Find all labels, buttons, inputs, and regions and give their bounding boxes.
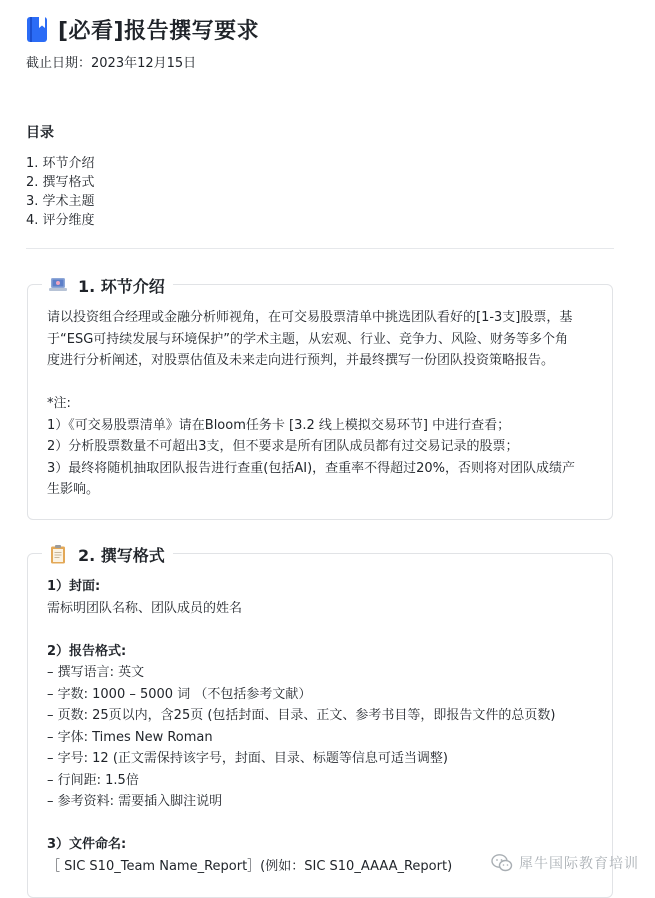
naming-title: 3）文件命名: <box>47 837 127 852</box>
watermark <box>491 853 639 873</box>
cover-text: 需标明团队名称、团队成员的姓名 <box>47 600 243 616</box>
toc-item-intro[interactable]: 1. 环节介绍 <box>26 156 95 171</box>
toc-heading: 目录 <box>26 125 54 141</box>
wechat-icon <box>491 853 513 873</box>
note-line: 2）分析股票数量不可超出3支，但不要求是所有团队成员都有过交易记录的股票； <box>47 439 519 454</box>
callout-section-format <box>27 545 613 898</box>
note-line: 生影响。 <box>47 482 100 497</box>
format-item: – 参考资料: 需要插入脚注说明 <box>47 794 223 809</box>
blank-line <box>47 619 599 641</box>
format-item: – 页数: 25页以内，含25页 (包括封面、目录、正文、参考书目等，即报告文件的总页数) <box>47 708 556 723</box>
note-line: 3）最终将随机抽取团队报告进行查重(包括AI)，查重率不得超过20%，否则将对团队成绩产 <box>47 460 576 476</box>
laptop-emoji-icon <box>48 275 68 295</box>
callout-body-format <box>47 576 599 877</box>
callout-body-intro <box>47 307 599 501</box>
callout-section-intro <box>27 276 613 520</box>
table-of-contents <box>26 154 95 230</box>
watermark-text: 犀牛国际教育培训 <box>519 856 639 872</box>
cover-title: 1）封面: <box>47 579 101 594</box>
page-title: [必看]报告撰写要求 <box>58 18 260 44</box>
toc-item-format[interactable]: 2. 撰写格式 <box>26 175 95 190</box>
toc-item-scoring[interactable]: 4. 评分维度 <box>26 213 95 228</box>
section-heading-format: 2. 撰写格式 <box>78 545 165 565</box>
book-icon <box>26 16 48 43</box>
format-item: – 字体: Times New Roman <box>47 729 213 745</box>
format-item: – 行间距: 1.5倍 <box>47 772 139 788</box>
toc-item-theme[interactable]: 3. 学术主题 <box>26 194 95 209</box>
format-item: – 撰写语言: 英文 <box>47 665 145 680</box>
blank-line <box>47 372 599 394</box>
format-item: – 字号: 12 (正文需保持该字号，封面、目录、标题等信息可适当调整) <box>47 751 448 766</box>
callout-header-intro <box>42 273 173 297</box>
intro-line: 度进行分析阐述，对股票估值及未来走向进行预判，并最终撰写一份团队投资策略报告。 <box>47 353 555 368</box>
clipboard-emoji-icon <box>48 544 68 564</box>
intro-line: 于“ESG可持续发展与环境保护”的学术主题，从宏观、行业、竞争力、风险、财务等多个角 <box>47 331 569 347</box>
section-heading-intro: 1. 环节介绍 <box>78 276 165 296</box>
title-row <box>26 14 259 44</box>
format-item: – 字数: 1000 – 5000 词 （不包括参考文献） <box>47 686 312 702</box>
note-line: 1）《可交易股票清单》请在Bloom任务卡 [3.2 线上模拟交易环节] 中进行查看； <box>47 417 511 433</box>
note-label: *注: <box>47 396 71 411</box>
section-divider <box>26 248 614 249</box>
deadline-text: 截止日期：2023年12月15日 <box>26 56 197 71</box>
intro-line: 请以投资组合经理或金融分析师视角，在可交易股票清单中挑选团队看好的[1-3支]股票，基 <box>47 310 573 325</box>
callout-header-format <box>42 542 173 566</box>
format-title: 2）报告格式: <box>47 643 127 659</box>
blank-line <box>47 813 599 835</box>
naming-text: ［ SIC S10_Team Name_Report］(例如：SIC S10_AAAA_Report) <box>47 858 453 874</box>
